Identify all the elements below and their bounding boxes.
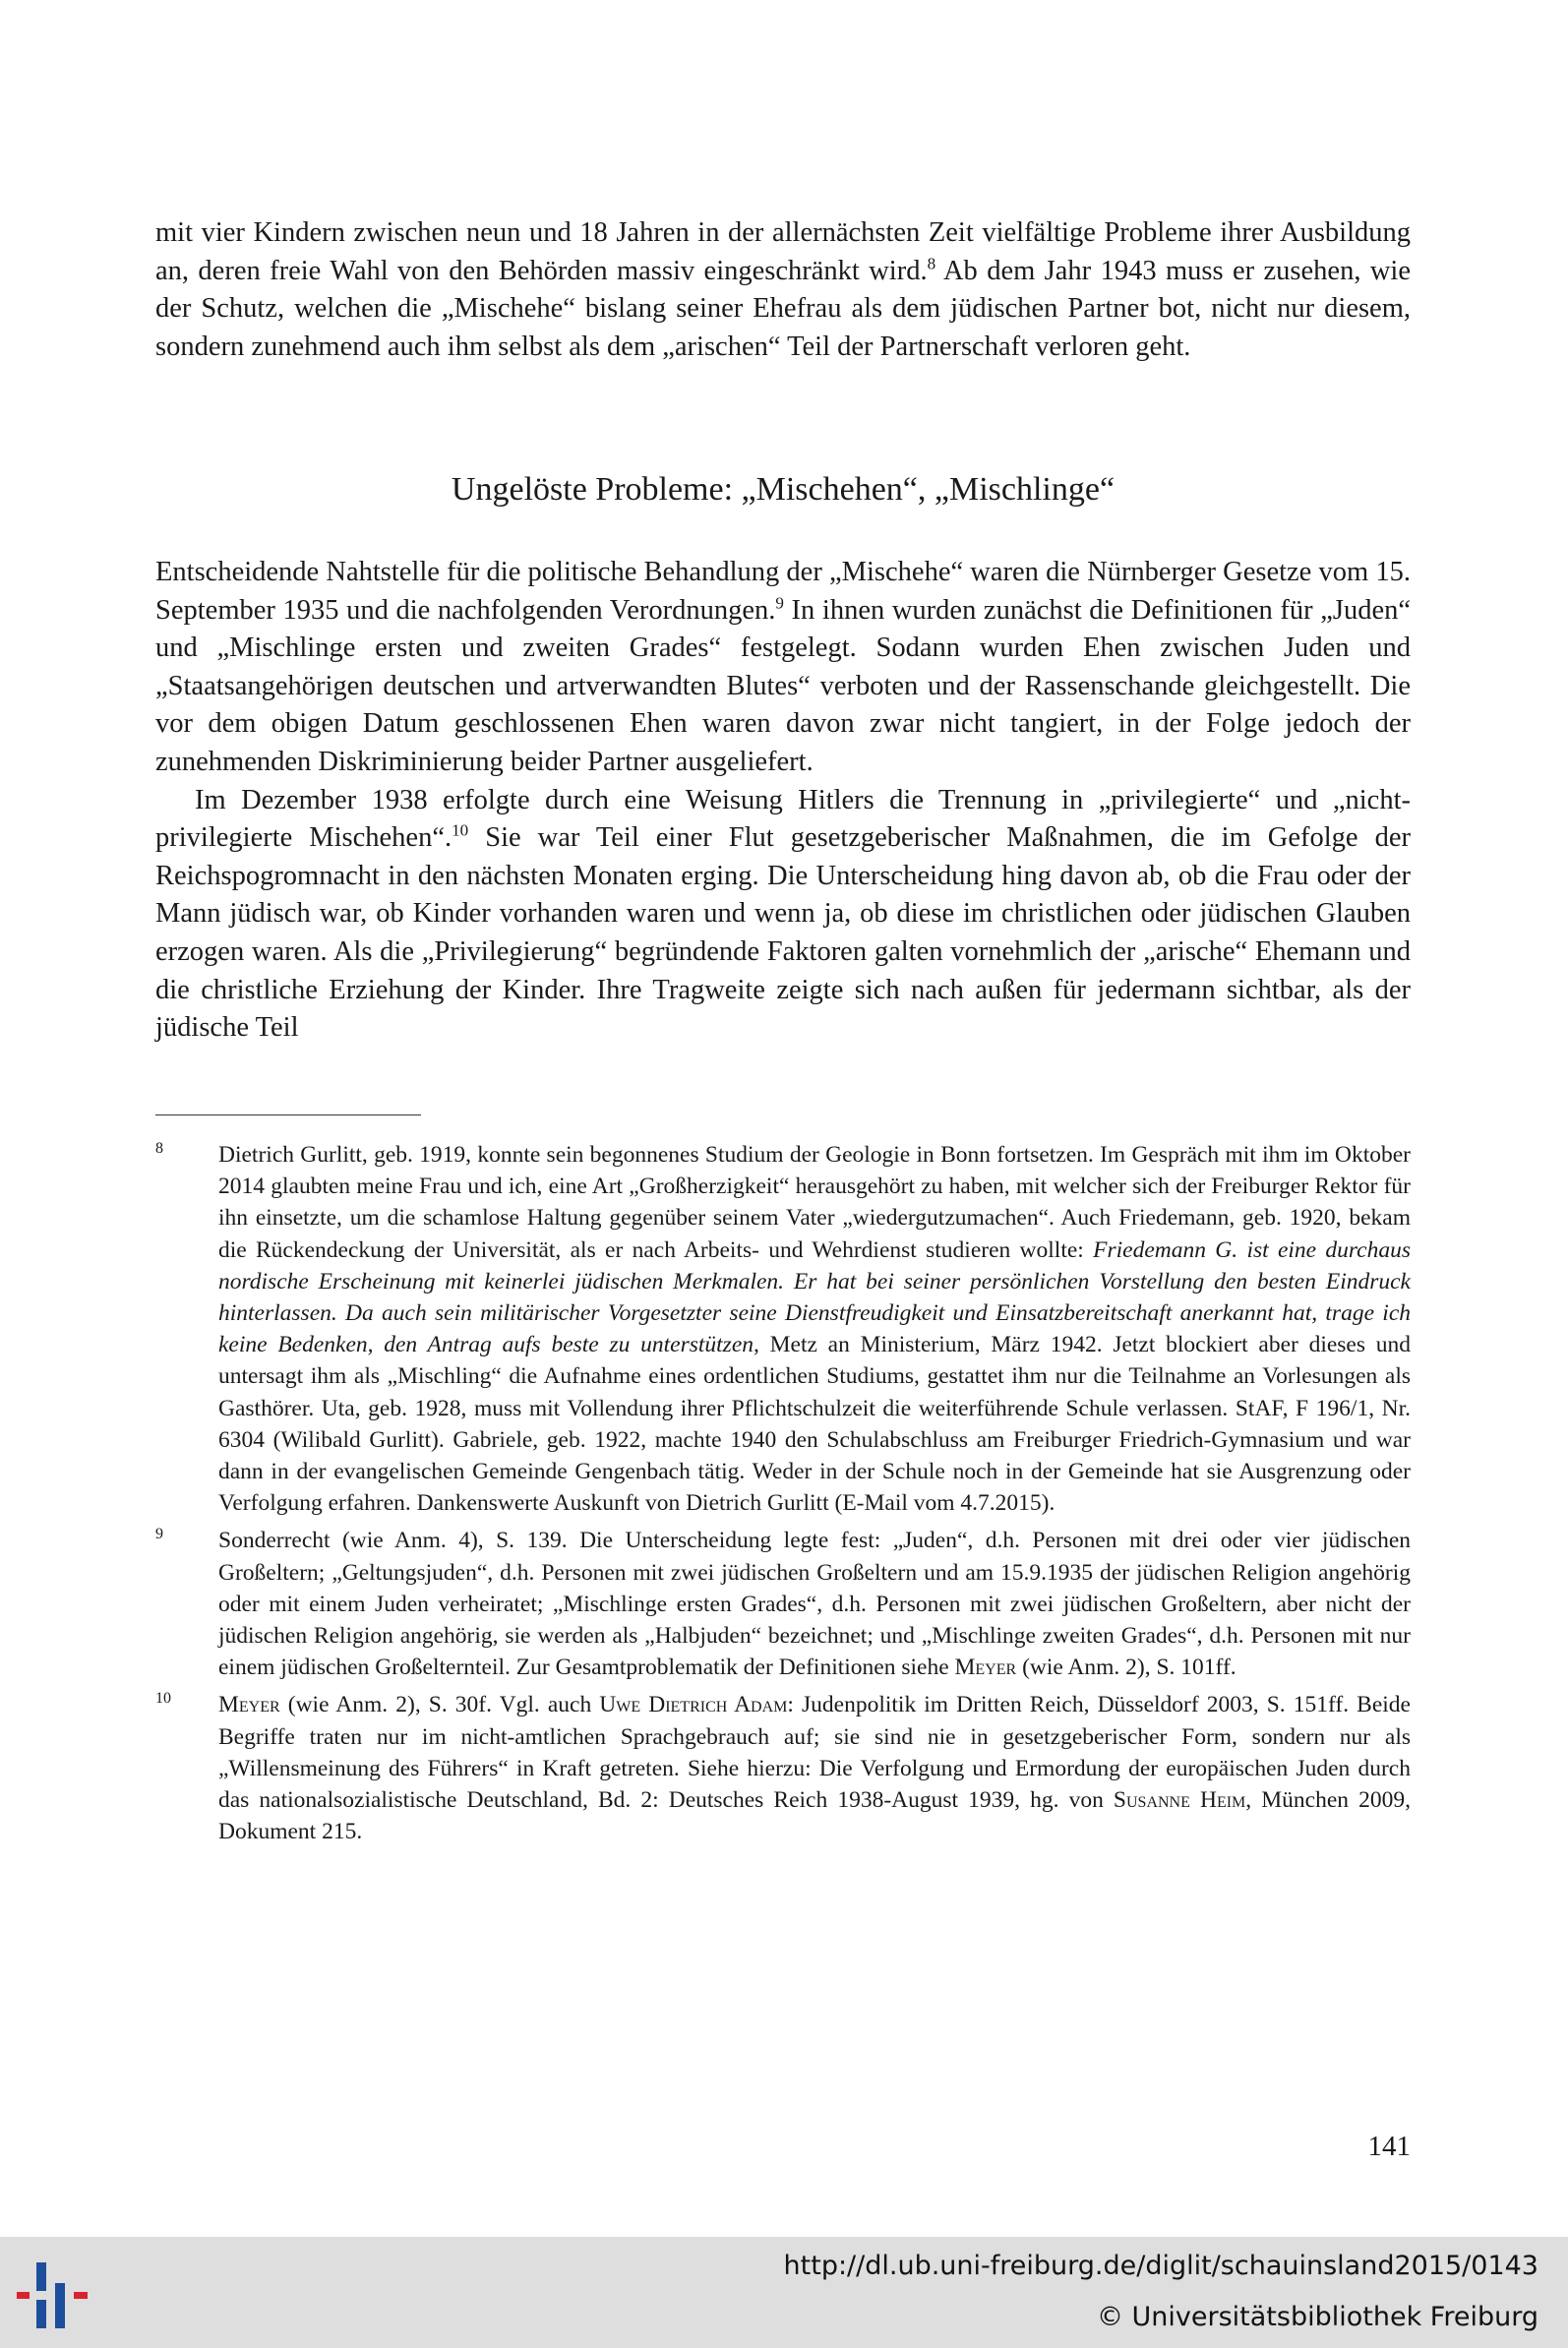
copyright-notice: © Universitätsbibliothek Freiburg	[1096, 2302, 1538, 2332]
footnote-ref-8[interactable]: 8	[927, 254, 936, 273]
paragraph-2: Im Dezember 1938 erfolgte durch eine Weisung Hitlers die Trennung in „privilegierte“ und „nicht-privilegierte Mischehen“.$^{10}$ Sie war Teil einer Flut gesetzgeberischer Maßnahmen, die im Gefolge der Reichspogromnacht in den nächsten Monaten erging. Die Unterscheidung hing davon ab, ob die Frau oder der Mann jüdisch war, ob Kinder vorhanden waren und wenn ja, ob diese im christlichen oder jüdischen Glauben erzogen waren. Als die „Privilegierung“ begründende Faktoren galten vornehmlich der „arische“ Ehemann und die christliche Erziehung der Kinder. Ihre Tragweite zeigte sich nach außen für jedermann sichtbar, als der jüdische Teil	[155, 784, 1411, 1044]
logo-red-right	[74, 2292, 88, 2299]
footnote-number: 8	[155, 1140, 163, 1157]
page-number: 141	[1367, 2131, 1411, 2162]
logo-blue-upper	[36, 2262, 46, 2291]
author-name: Meyer	[218, 1692, 280, 1718]
author-name: Uwe Dietrich Adam	[599, 1692, 788, 1718]
ub-freiburg-logo-icon[interactable]	[17, 2258, 95, 2330]
logo-red-left	[17, 2292, 30, 2299]
section-heading: Ungelöste Probleme: „Mischehen“, „Mischlinge“	[451, 471, 1116, 508]
source-url-link[interactable]: http://dl.ub.uni-freiburg.de/diglit/schauinsland2015/0143	[783, 2251, 1538, 2281]
top-paragraph	[155, 214, 1411, 366]
top-paragraph-text: mit vier Kindern zwischen neun und 18 Jahren in der allernächsten Zeit vielfältige Probleme ihrer Ausbildung an, deren freie Wahl von den Behörden massiv eingeschränkt wird.$^8$ Ab dem Jahr 1943 muss er zusehen, wie der Schutz, welchen die „Mischehe“ bislang seiner Ehefrau als dem jüdischen Partner bot, nicht nur diesem, sondern zunehmend auch ihm selbst als dem „arischen“ Teil der Partnerschaft verloren geht.	[155, 217, 1411, 362]
footnote-10: 10 Meyer (wie Anm. 2), S. 30f. Vgl. auch Uwe Dietrich Adam: Judenpolitik im Dritten Reich, Düsseldorf 2003, S. 151ff. Beide Begriffe traten nur im nicht-amtlichen Sprachgebrauch auf; sie sind nie in gesetzgeberischer Form, sondern nur als „Willensmeinung des Führers“ in Kraft getreten. Siehe hierzu: Die Verfolgung und Ermordung der europäischen Juden durch das nationalsozialistische Deutschland, Bd. 2: Deutsches Reich 1938-August 1939, hg. von Susanne Heim, München 2009, Dokument 215.	[155, 1689, 1411, 1847]
author-name: Susanne Heim	[1113, 1787, 1246, 1814]
quotation-italic: Friedemann G. ist eine durchaus nordische Erscheinung mit keinerlei jüdischen Merkmalen. Er hat bei seiner persönlichen Vorstellung den besten Eindruck hinterlassen. Da auch sein militärischer Vorgesetzter seine Dienstfreudigkeit und Einsatzbereitschaft anerkannt hat, trage ich keine Bedenken, den Antrag aufs beste zu unterstützen	[218, 1236, 1411, 1358]
footnote-ref-10[interactable]: 10	[452, 820, 469, 840]
logo-blue-lower	[36, 2300, 46, 2328]
paragraph-1: Entscheidende Nahtstelle für die politische Behandlung der „Mischehe“ waren die Nürnberger Gesetze vom 15. September 1935 und die nachfolgenden Verordnungen.$^9$ In ihnen wurden zunächst die Definitionen für „Juden“ und „Mischlinge ersten und zweiten Grades“ festgelegt. Sodann wurden Ehen zwischen Juden und „Staatsangehörigen deutschen und artverwandten Blutes“ verboten und der Rassenschande gleichgestellt. Die vor dem obigen Datum geschlossenen Ehen waren davon zwar nicht tangiert, in der Folge jedoch der zunehmenden Diskriminierung beider Partner ausgeliefert.	[155, 557, 1412, 777]
footnote-9: 9 Sonderrecht (wie Anm. 4), S. 139. Die Unterscheidung legte fest: „Juden“, d.h. Personen mit drei oder vier jüdischen Großeltern; „Geltungsjuden“, d.h. Personen mit zwei jüdischen Großeltern und am 15.9.1935 der jüdischen Religion angehörig oder mit einem Juden verheiratet; „Mischlinge ersten Grades“, d.h. Personen mit zwei jüdischen Großeltern, aber nicht der jüdischen Religion angehörig, sie werden als „Halbjuden“ bezeichnet; und „Mischlinge zweiten Grades“, d.h. Personen mit nur einem jüdischen Großelternteil. Zur Gesamtproblematik der Definitionen siehe Meyer (wie Anm. 2), S. 101ff.	[155, 1525, 1411, 1683]
footnote-number: 9	[155, 1526, 163, 1543]
author-name: Meyer	[954, 1655, 1017, 1681]
footnote-8: 8 Dietrich Gurlitt, geb. 1919, konnte sein begonnenes Studium der Geologie in Bonn fortsetzen. Im Gespräch mit ihm im Oktober 2014 glaubten meine Frau und ich, eine Art „Großherzigkeit“ herausgehört zu haben, mit welcher sich der Freiburger Rektor für ihn einsetzte, um die schamlose Haltung gegenüber seinem Vater „wiedergutzumachen“. Auch Friedemann, geb. 1920, bekam die Rückendeckung der Universität, als er nach Arbeits- und Wehrdienst studieren wollte: Friedemann G. ist eine durchaus nordische Erscheinung mit keinerlei jüdischen Merkmalen. Er hat bei seiner persönlichen Vorstellung den besten Eindruck hinterlassen. Da auch sein militärischer Vorgesetzter seine Dienstfreudigkeit und Einsatzbereitschaft anerkannt hat, trage ich keine Bedenken, den Antrag aufs beste zu unterstützen, Metz an Ministerium, März 1942. Jetzt blockiert aber dieses und untersagt ihm als „Mischling“ die Aufnahme eines ordentlichen Studiums, gestattet ihm nur die Teilnahme an Vorlesungen als Gasthörer. Uta, geb. 1928, muss mit Vollendung ihrer Pflichtschulzeit die weiterführende Schule verlassen. StAF, F 196/1, Nr. 6304 (Wilibald Gurlitt). Gabriele, geb. 1922, machte 1940 den Schulabschluss am Freiburger Friedrich-Gymnasium und war dann in der evangelischen Gemeinde Gengenbach tätig. Weder in der Schule noch in der Gemeinde hat sie Ausgrenzung oder Verfolgung erfahren. Dankenswerte Auskunft von Dietrich Gurlitt (E-Mail vom 4.7.2015).	[155, 1139, 1411, 1519]
footnote-divider	[155, 1114, 421, 1115]
footnotes	[155, 1139, 1411, 1853]
body-text	[155, 554, 1411, 1048]
logo-blue-middle	[55, 2283, 65, 2328]
footnote-ref-9[interactable]: 9	[775, 593, 784, 613]
footnote-number: 10	[155, 1690, 171, 1708]
